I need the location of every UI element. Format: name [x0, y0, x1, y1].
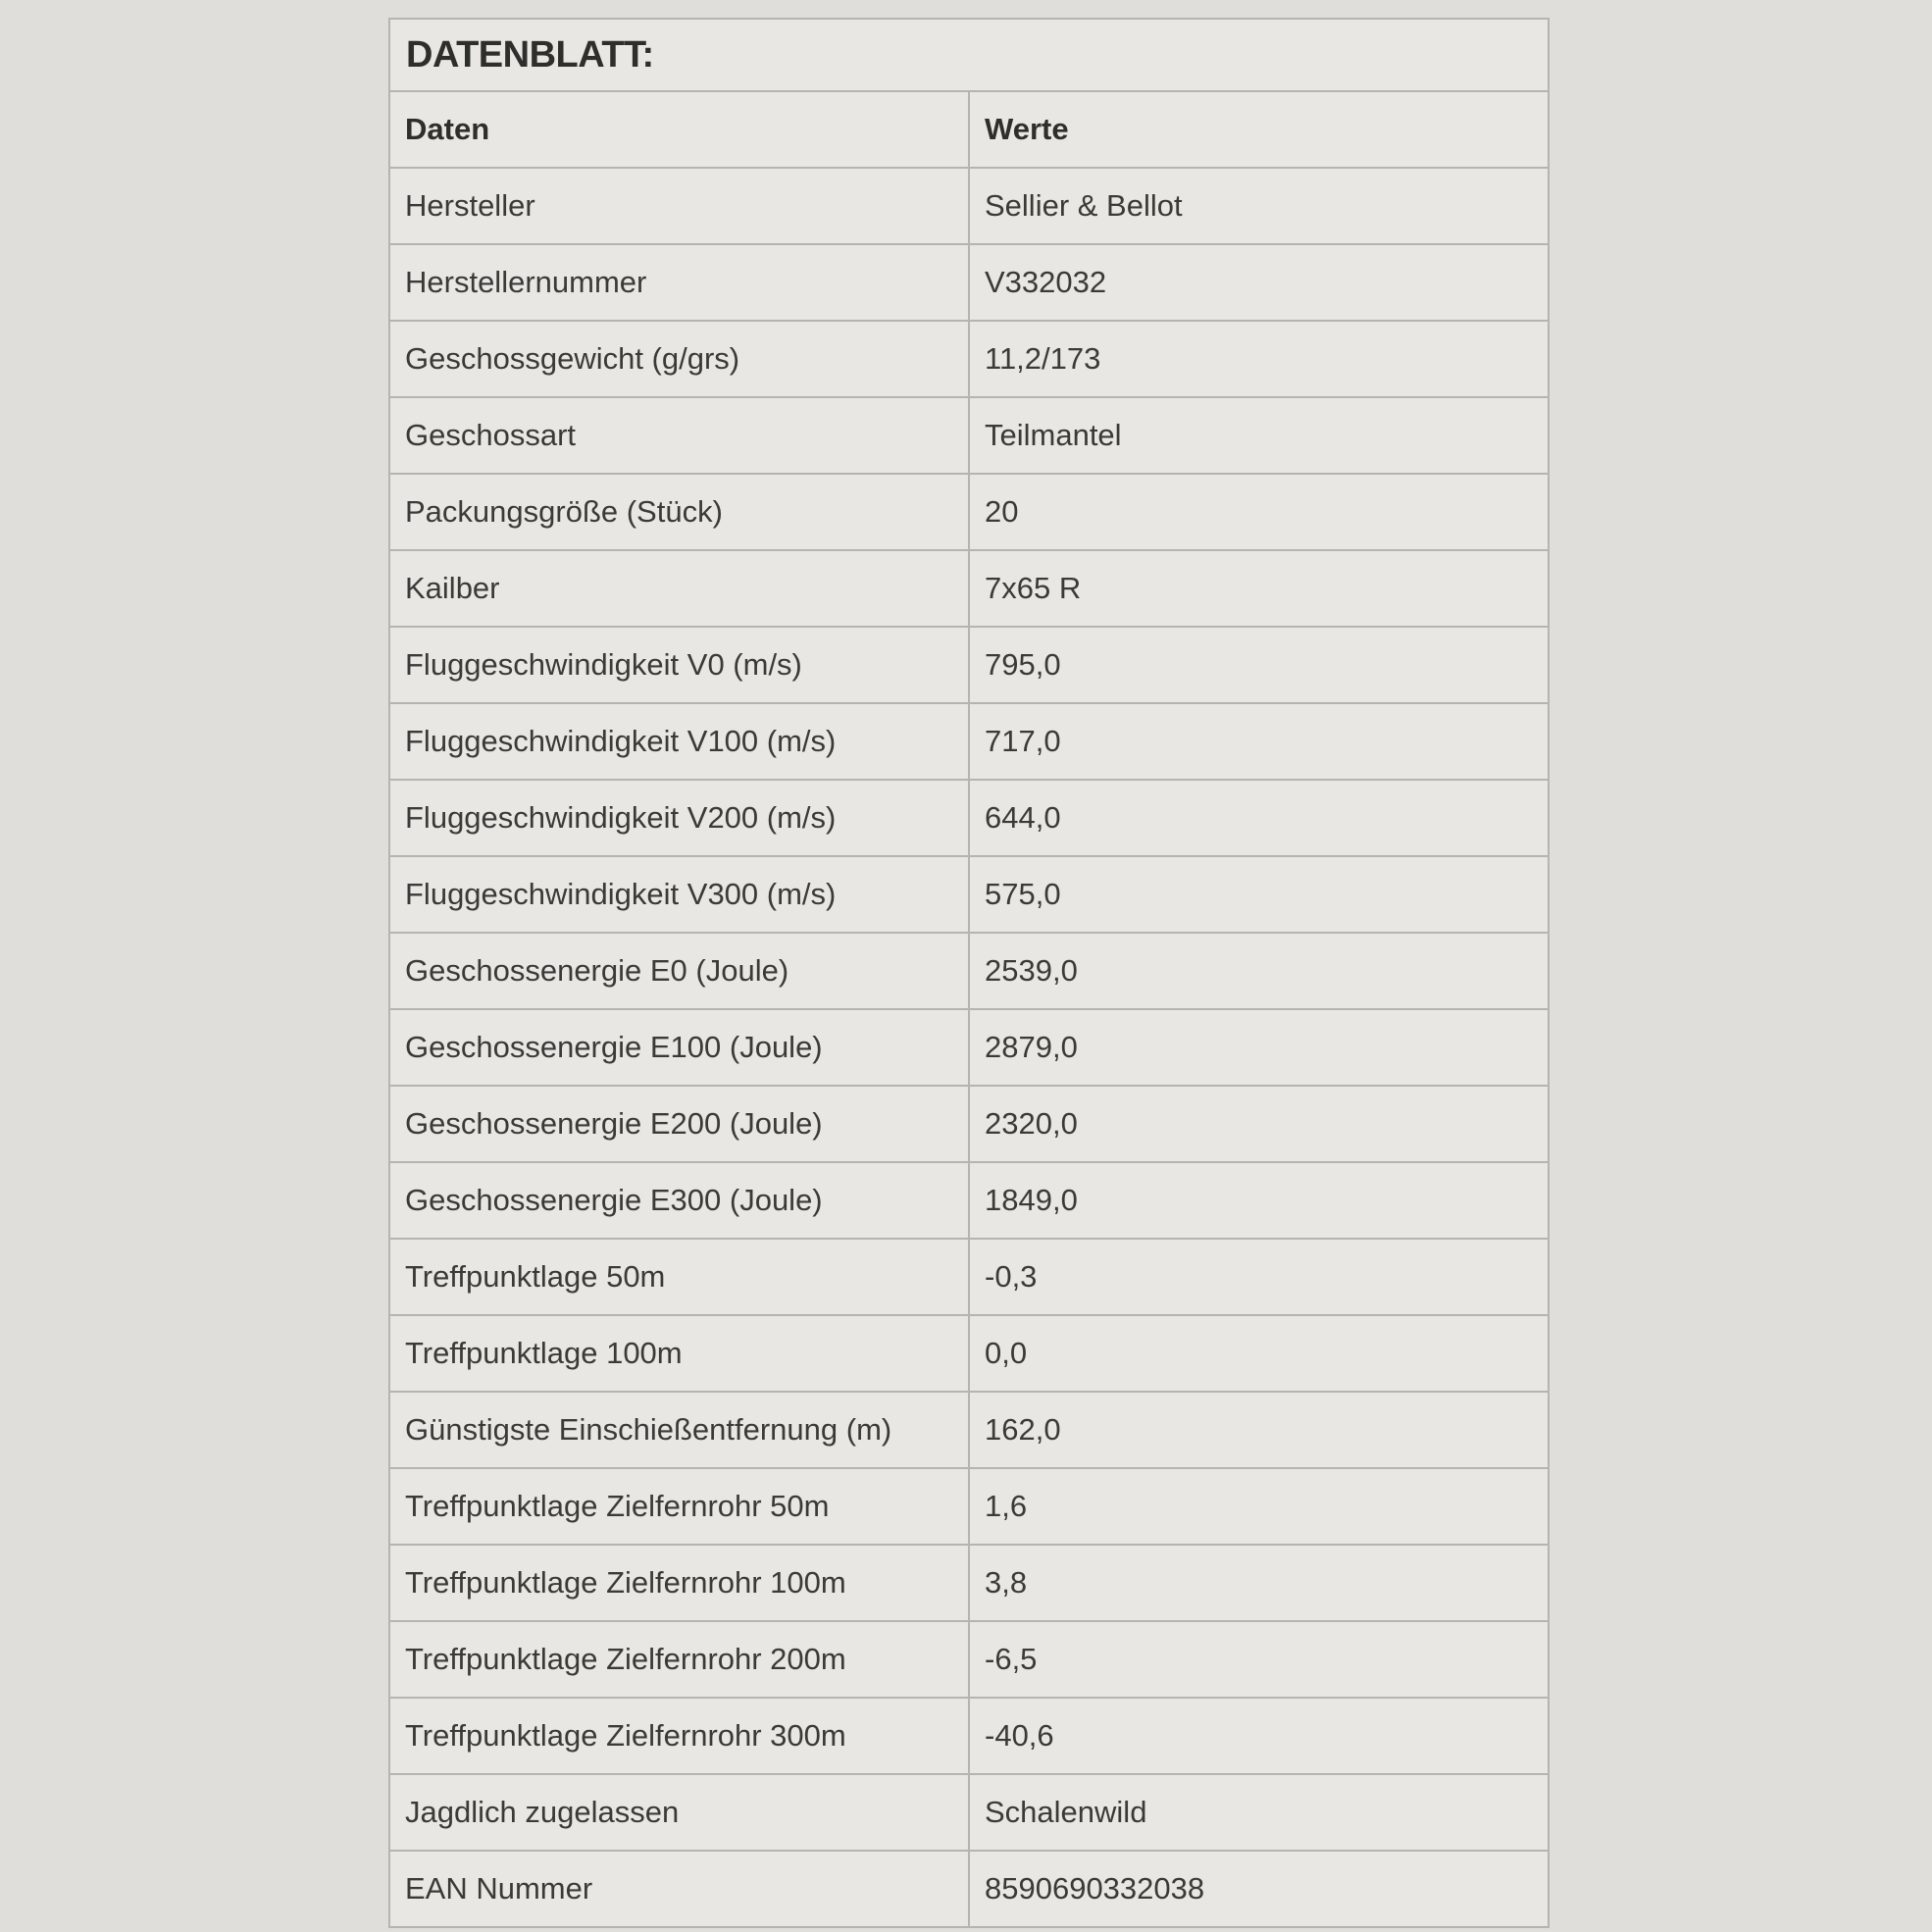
data-table — [390, 92, 1548, 1926]
table-row — [390, 933, 1548, 1009]
table-row — [390, 1698, 1548, 1774]
table-row — [390, 780, 1548, 856]
table-row — [390, 474, 1548, 550]
column-header-werte: Werte — [969, 92, 1548, 168]
table-body — [390, 168, 1548, 1926]
data-value-cell: 11,2/173 — [969, 321, 1548, 397]
table-row — [390, 1009, 1548, 1086]
data-value-cell: 795,0 — [969, 627, 1548, 703]
data-value-cell: 20 — [969, 474, 1548, 550]
data-label-cell: Geschossgewicht (g/grs) — [390, 321, 969, 397]
data-label-cell: Geschossart — [390, 397, 969, 474]
data-value-cell: 717,0 — [969, 703, 1548, 780]
table-row — [390, 1774, 1548, 1851]
table-row — [390, 1545, 1548, 1621]
table-row — [390, 1239, 1548, 1315]
data-label-cell: Fluggeschwindigkeit V300 (m/s) — [390, 856, 969, 933]
data-label-cell: Herstellernummer — [390, 244, 969, 321]
table-row — [390, 1315, 1548, 1392]
data-value-cell: Sellier & Bellot — [969, 168, 1548, 244]
data-value-cell: 2539,0 — [969, 933, 1548, 1009]
data-label-cell: Jagdlich zugelassen — [390, 1774, 969, 1851]
table-row — [390, 1086, 1548, 1162]
data-value-cell: V332032 — [969, 244, 1548, 321]
data-label-cell: Fluggeschwindigkeit V100 (m/s) — [390, 703, 969, 780]
data-value-cell: -40,6 — [969, 1698, 1548, 1774]
data-label-cell: Kailber — [390, 550, 969, 627]
table-row — [390, 856, 1548, 933]
data-value-cell: 162,0 — [969, 1392, 1548, 1468]
table-row — [390, 703, 1548, 780]
table-row — [390, 1468, 1548, 1545]
data-label-cell: Treffpunktlage 100m — [390, 1315, 969, 1392]
data-label-cell: Treffpunktlage Zielfernrohr 50m — [390, 1468, 969, 1545]
table-row — [390, 550, 1548, 627]
header-row — [390, 92, 1548, 168]
data-value-cell: 1849,0 — [969, 1162, 1548, 1239]
table-row — [390, 627, 1548, 703]
data-label-cell: Geschossenergie E300 (Joule) — [390, 1162, 969, 1239]
data-value-cell: 575,0 — [969, 856, 1548, 933]
data-value-cell: -0,3 — [969, 1239, 1548, 1315]
table-row — [390, 321, 1548, 397]
data-label-cell: Treffpunktlage Zielfernrohr 200m — [390, 1621, 969, 1698]
datasheet-title: DATENBLATT: — [390, 20, 1548, 92]
data-label-cell: Hersteller — [390, 168, 969, 244]
data-value-cell: 644,0 — [969, 780, 1548, 856]
data-value-cell: 2320,0 — [969, 1086, 1548, 1162]
data-value-cell: 7x65 R — [969, 550, 1548, 627]
data-value-cell: 3,8 — [969, 1545, 1548, 1621]
data-label-cell: Günstigste Einschießentfernung (m) — [390, 1392, 969, 1468]
data-label-cell: Treffpunktlage Zielfernrohr 100m — [390, 1545, 969, 1621]
table-row — [390, 244, 1548, 321]
table-row — [390, 1162, 1548, 1239]
table-row — [390, 397, 1548, 474]
table-row — [390, 1621, 1548, 1698]
table-row — [390, 1392, 1548, 1468]
table-row — [390, 168, 1548, 244]
data-value-cell: 1,6 — [969, 1468, 1548, 1545]
data-label-cell: Geschossenergie E200 (Joule) — [390, 1086, 969, 1162]
data-label-cell: Fluggeschwindigkeit V0 (m/s) — [390, 627, 969, 703]
data-value-cell: Teilmantel — [969, 397, 1548, 474]
data-label-cell: EAN Nummer — [390, 1851, 969, 1926]
data-value-cell: 2879,0 — [969, 1009, 1548, 1086]
data-label-cell: Treffpunktlage Zielfernrohr 300m — [390, 1698, 969, 1774]
data-value-cell: 8590690332038 — [969, 1851, 1548, 1926]
data-value-cell: Schalenwild — [969, 1774, 1548, 1851]
data-label-cell: Treffpunktlage 50m — [390, 1239, 969, 1315]
data-label-cell: Geschossenergie E0 (Joule) — [390, 933, 969, 1009]
data-value-cell: -6,5 — [969, 1621, 1548, 1698]
datasheet-table — [388, 18, 1550, 1928]
column-header-daten: Daten — [405, 112, 490, 146]
table-row — [390, 1851, 1548, 1926]
data-label-cell: Packungsgröße (Stück) — [390, 474, 969, 550]
data-label-cell: Fluggeschwindigkeit V200 (m/s) — [390, 780, 969, 856]
data-value-cell: 0,0 — [969, 1315, 1548, 1392]
data-label-cell: Geschossenergie E100 (Joule) — [390, 1009, 969, 1086]
